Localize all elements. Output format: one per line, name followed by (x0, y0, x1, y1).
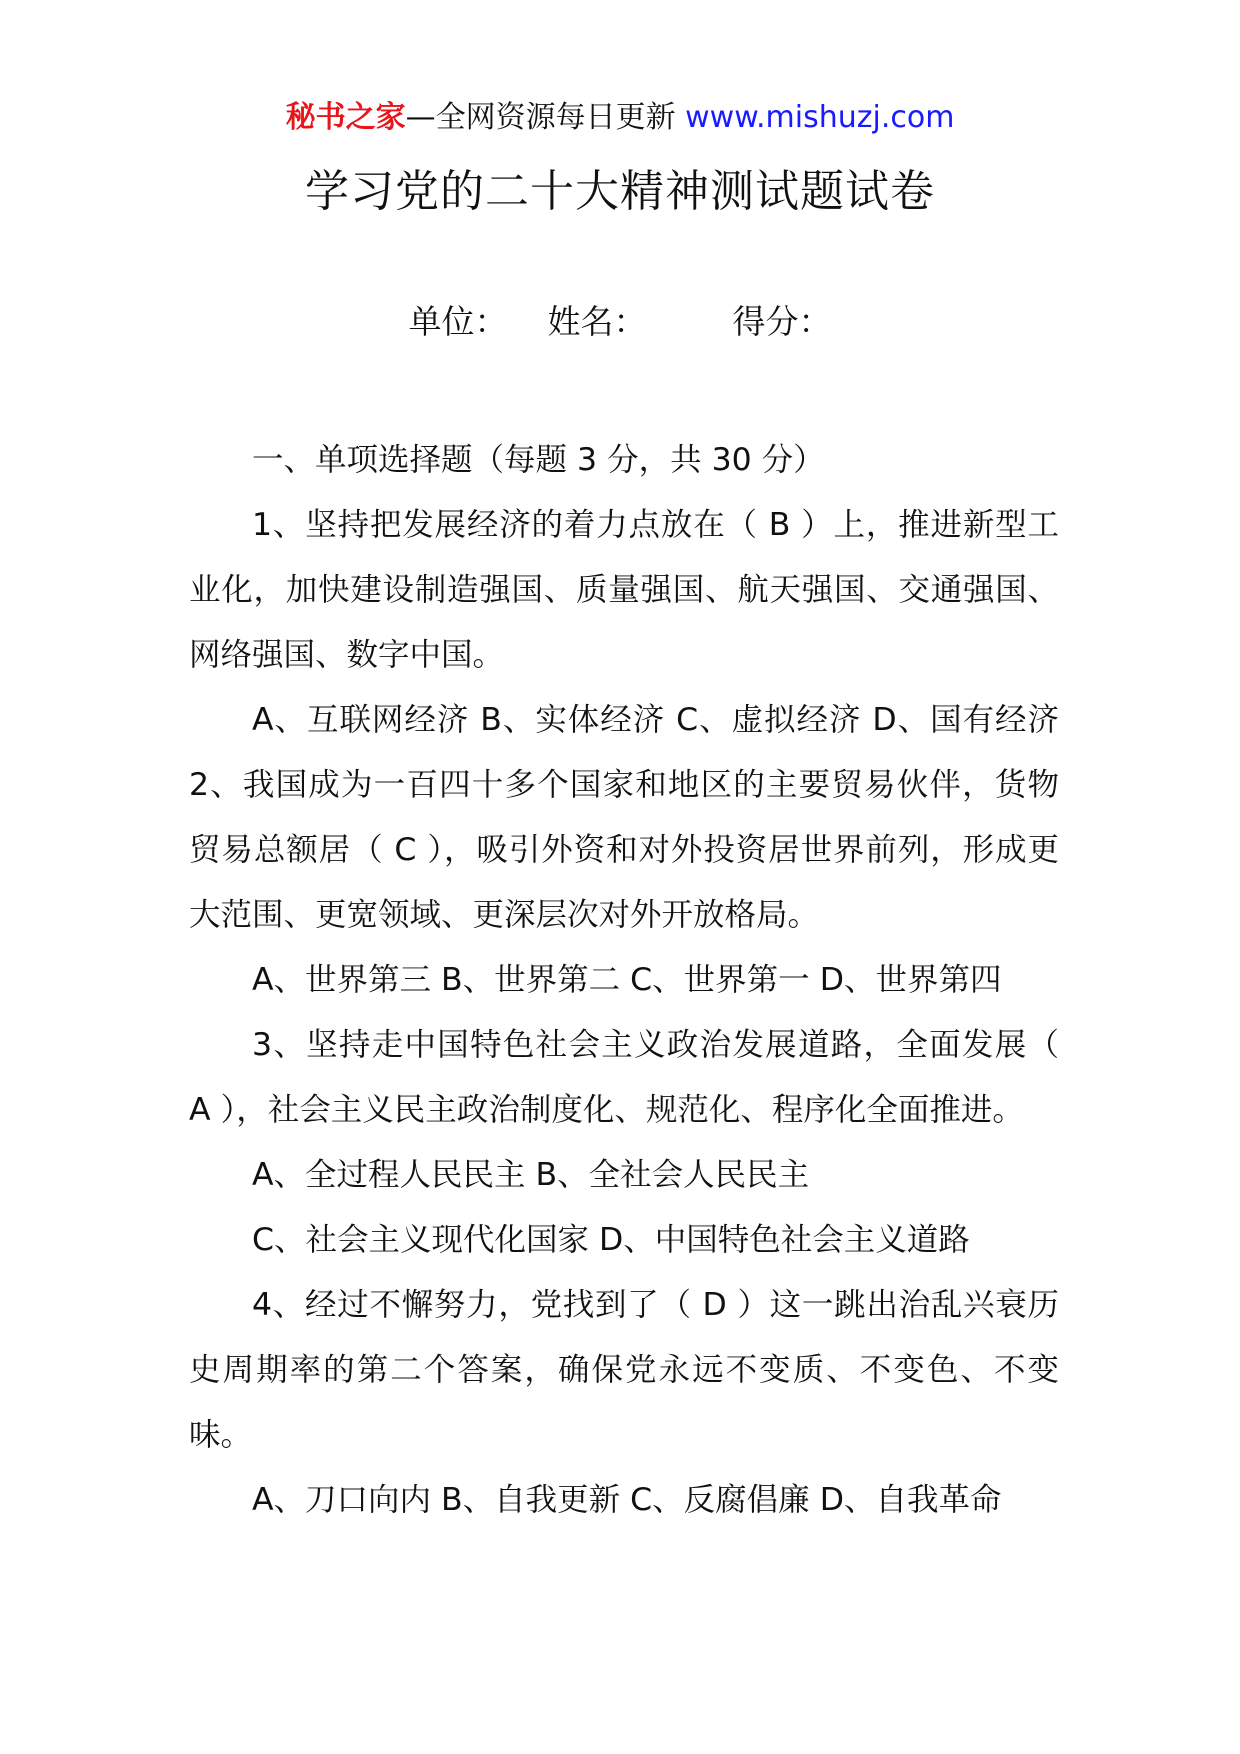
question-1: 1、坚持把发展经济的着力点放在（ B ）上，推进新型工业化，加快建设制造强国、质量强国、航天强国、交通强国、网络强国、数字中国。 (189, 507, 1059, 673)
score-label: 得分： (732, 302, 832, 341)
question-2-options: A、世界第三 B、世界第二 C、世界第一 D、世界第四 (252, 962, 1002, 998)
question-3: 3、坚持走中国特色社会主义政治发展道路，全面发展（ A ），社会主义民主政治制度化、规范化、程序化全面推进。 (189, 1027, 1059, 1128)
page-title: 学习党的二十大精神测试题试卷 (305, 166, 935, 217)
question-1-options-and-question-2: A、互联网经济 B、实体经济 C、虚拟经济 D、国有经济 2、我国成为一百四十多个国家和地区的主要贸易伙伴，货物贸易总额居（ C ），吸引外资和对外投资居世界前列，形成更大范围、更宽领域、更深层次对外开放格局。 (189, 702, 1059, 933)
site-url-link[interactable]: www.mishuzj.com (685, 100, 955, 135)
question-4: 4、经过不懈努力，党找到了（ D ）这一跳出治乱兴衰历史周期率的第二个答案，确保党永远不变质、不变色、不变味。 (189, 1287, 1059, 1453)
question-3-options-ab: A、全过程人民民主 B、全社会人民民主 (252, 1157, 810, 1193)
section-heading: 一、单项选择题（每题 3 分，共 30 分） (252, 442, 825, 478)
exam-info-row (0, 300, 1240, 344)
unit-label: 单位： (408, 302, 508, 341)
name-label: 姓名： (547, 302, 647, 341)
brand-name: 秘书之家 (285, 100, 406, 135)
site-banner (0, 98, 1240, 138)
question-4-options: A、刀口向内 B、自我更新 C、反腐倡廉 D、自我革命 (252, 1482, 1002, 1518)
question-3-options-cd: C、社会主义现代化国家 D、中国特色社会主义道路 (252, 1222, 970, 1258)
banner-slogan: —全网资源每日更新 (405, 100, 686, 135)
exam-body (189, 428, 1059, 1533)
